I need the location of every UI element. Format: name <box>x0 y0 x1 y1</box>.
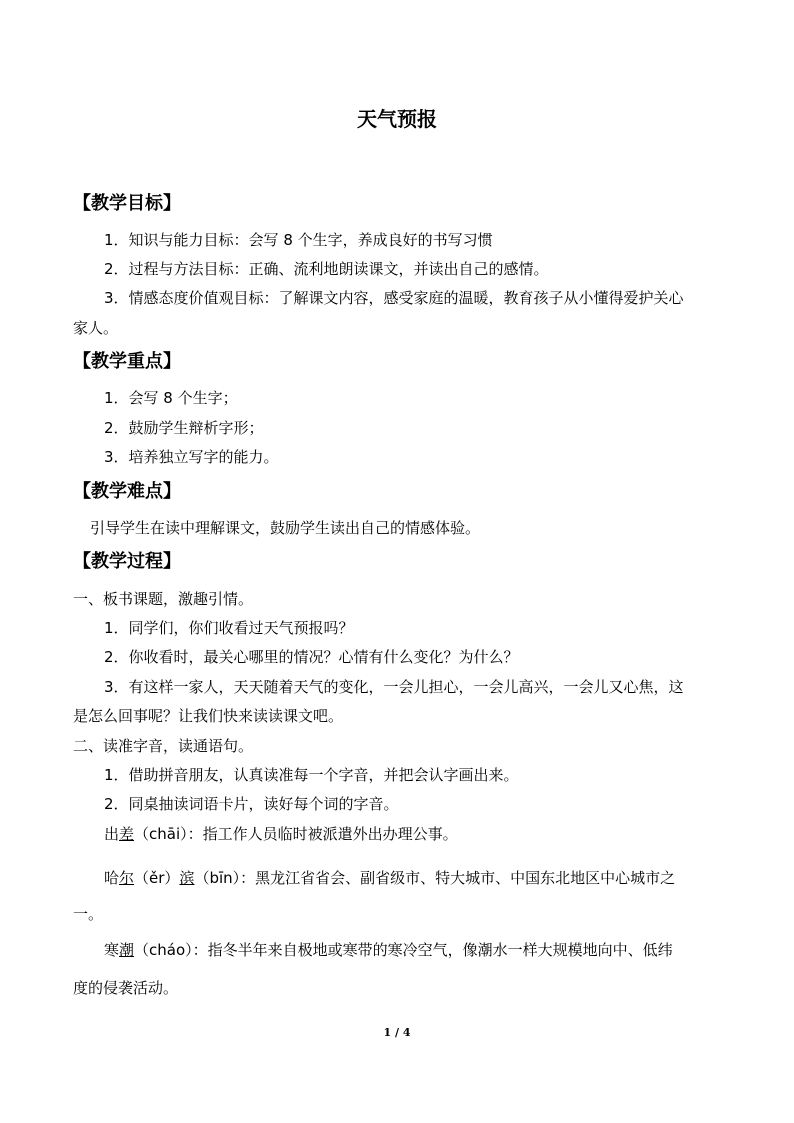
page-title: 天气预报 <box>357 107 437 131</box>
vocab-pinyin: （ěr） <box>134 869 180 887</box>
goal-item-3: 3．情感态度价值观目标：了解课文内容，感受家庭的温暖，教育孩子从小懂得爱护关心 <box>104 289 684 307</box>
process-part1-item-2: 2．你收看时，最关心哪里的情况？心情有什么变化？为什么？ <box>104 648 519 666</box>
process-part1-item-1: 1．同学们，你们收看过天气预报吗？ <box>104 619 354 637</box>
difficulty-item-1: 引导学生在读中理解课文，鼓励学生读出自己的情感体验。 <box>90 519 481 537</box>
vocab-word-prefix: 出 <box>104 825 120 843</box>
goal-item-3-cont: 家人。 <box>73 319 119 337</box>
vocab-item-haerbin-cont: 一。 <box>73 905 104 923</box>
key-point-3: 3．培养独立写字的能力。 <box>104 448 279 466</box>
vocab-item-chuchai <box>104 824 458 844</box>
vocab-underlined-char: 差 <box>119 825 135 843</box>
process-part2-item-2: 2．同桌抽读词语卡片，读好每个词的字音。 <box>104 795 399 813</box>
vocab-definition: （bīn）：黑龙江省省会、副省级市、特大城市、中国东北地区中心城市之 <box>194 869 676 887</box>
vocab-definition: （cháo）：指冬半年来自极地或寒带的寒冷空气，像潮水一样大规模地向中、低纬 <box>134 941 673 959</box>
goal-item-2: 2．过程与方法目标：正确、流利地朗读课文，并读出自己的感情。 <box>104 260 549 278</box>
vocab-definition: （chāi）：指工作人员临时被派遣外出办理公事。 <box>134 825 458 843</box>
key-point-2: 2．鼓励学生辩析字形； <box>104 419 264 437</box>
vocab-word-prefix: 哈 <box>104 869 120 887</box>
goal-item-1: 1．知识与能力目标：会写 8 个生字，养成良好的书写习惯 <box>104 231 493 249</box>
heading-key-points: 【教学重点】 <box>73 351 181 372</box>
process-part1-item-3: 3．有这样一家人，天天随着天气的变化，一会儿担心，一会儿高兴，一会儿又心焦，这 <box>104 678 684 696</box>
heading-process: 【教学过程】 <box>73 551 181 572</box>
heading-teaching-goals: 【教学目标】 <box>73 193 181 214</box>
vocab-underlined-char: 潮 <box>119 941 135 959</box>
vocab-item-haerbin <box>104 868 675 888</box>
vocab-word-prefix: 寒 <box>104 941 120 959</box>
key-point-1: 1．会写 8 个生字； <box>104 389 238 407</box>
vocab-underlined-char: 尔 <box>119 869 135 887</box>
heading-difficulties: 【教学难点】 <box>73 481 181 502</box>
process-part1-item-3-cont: 是怎么回事呢？让我们快来读读课文吧。 <box>73 707 344 725</box>
process-part2-item-1: 1．借助拼音朋友，认真读准每一个字音，并把会认字画出来。 <box>104 766 519 784</box>
vocab-item-hanchao-cont: 度的侵袭活动。 <box>73 979 179 997</box>
process-part1-title: 一、板书课题，激趣引情。 <box>73 590 254 608</box>
vocab-underlined-char-2: 滨 <box>179 869 195 887</box>
process-part2-title: 二、读准字音，读通语句。 <box>73 737 254 755</box>
vocab-item-hanchao <box>104 940 673 960</box>
page-number: 1 / 4 <box>383 1026 411 1039</box>
